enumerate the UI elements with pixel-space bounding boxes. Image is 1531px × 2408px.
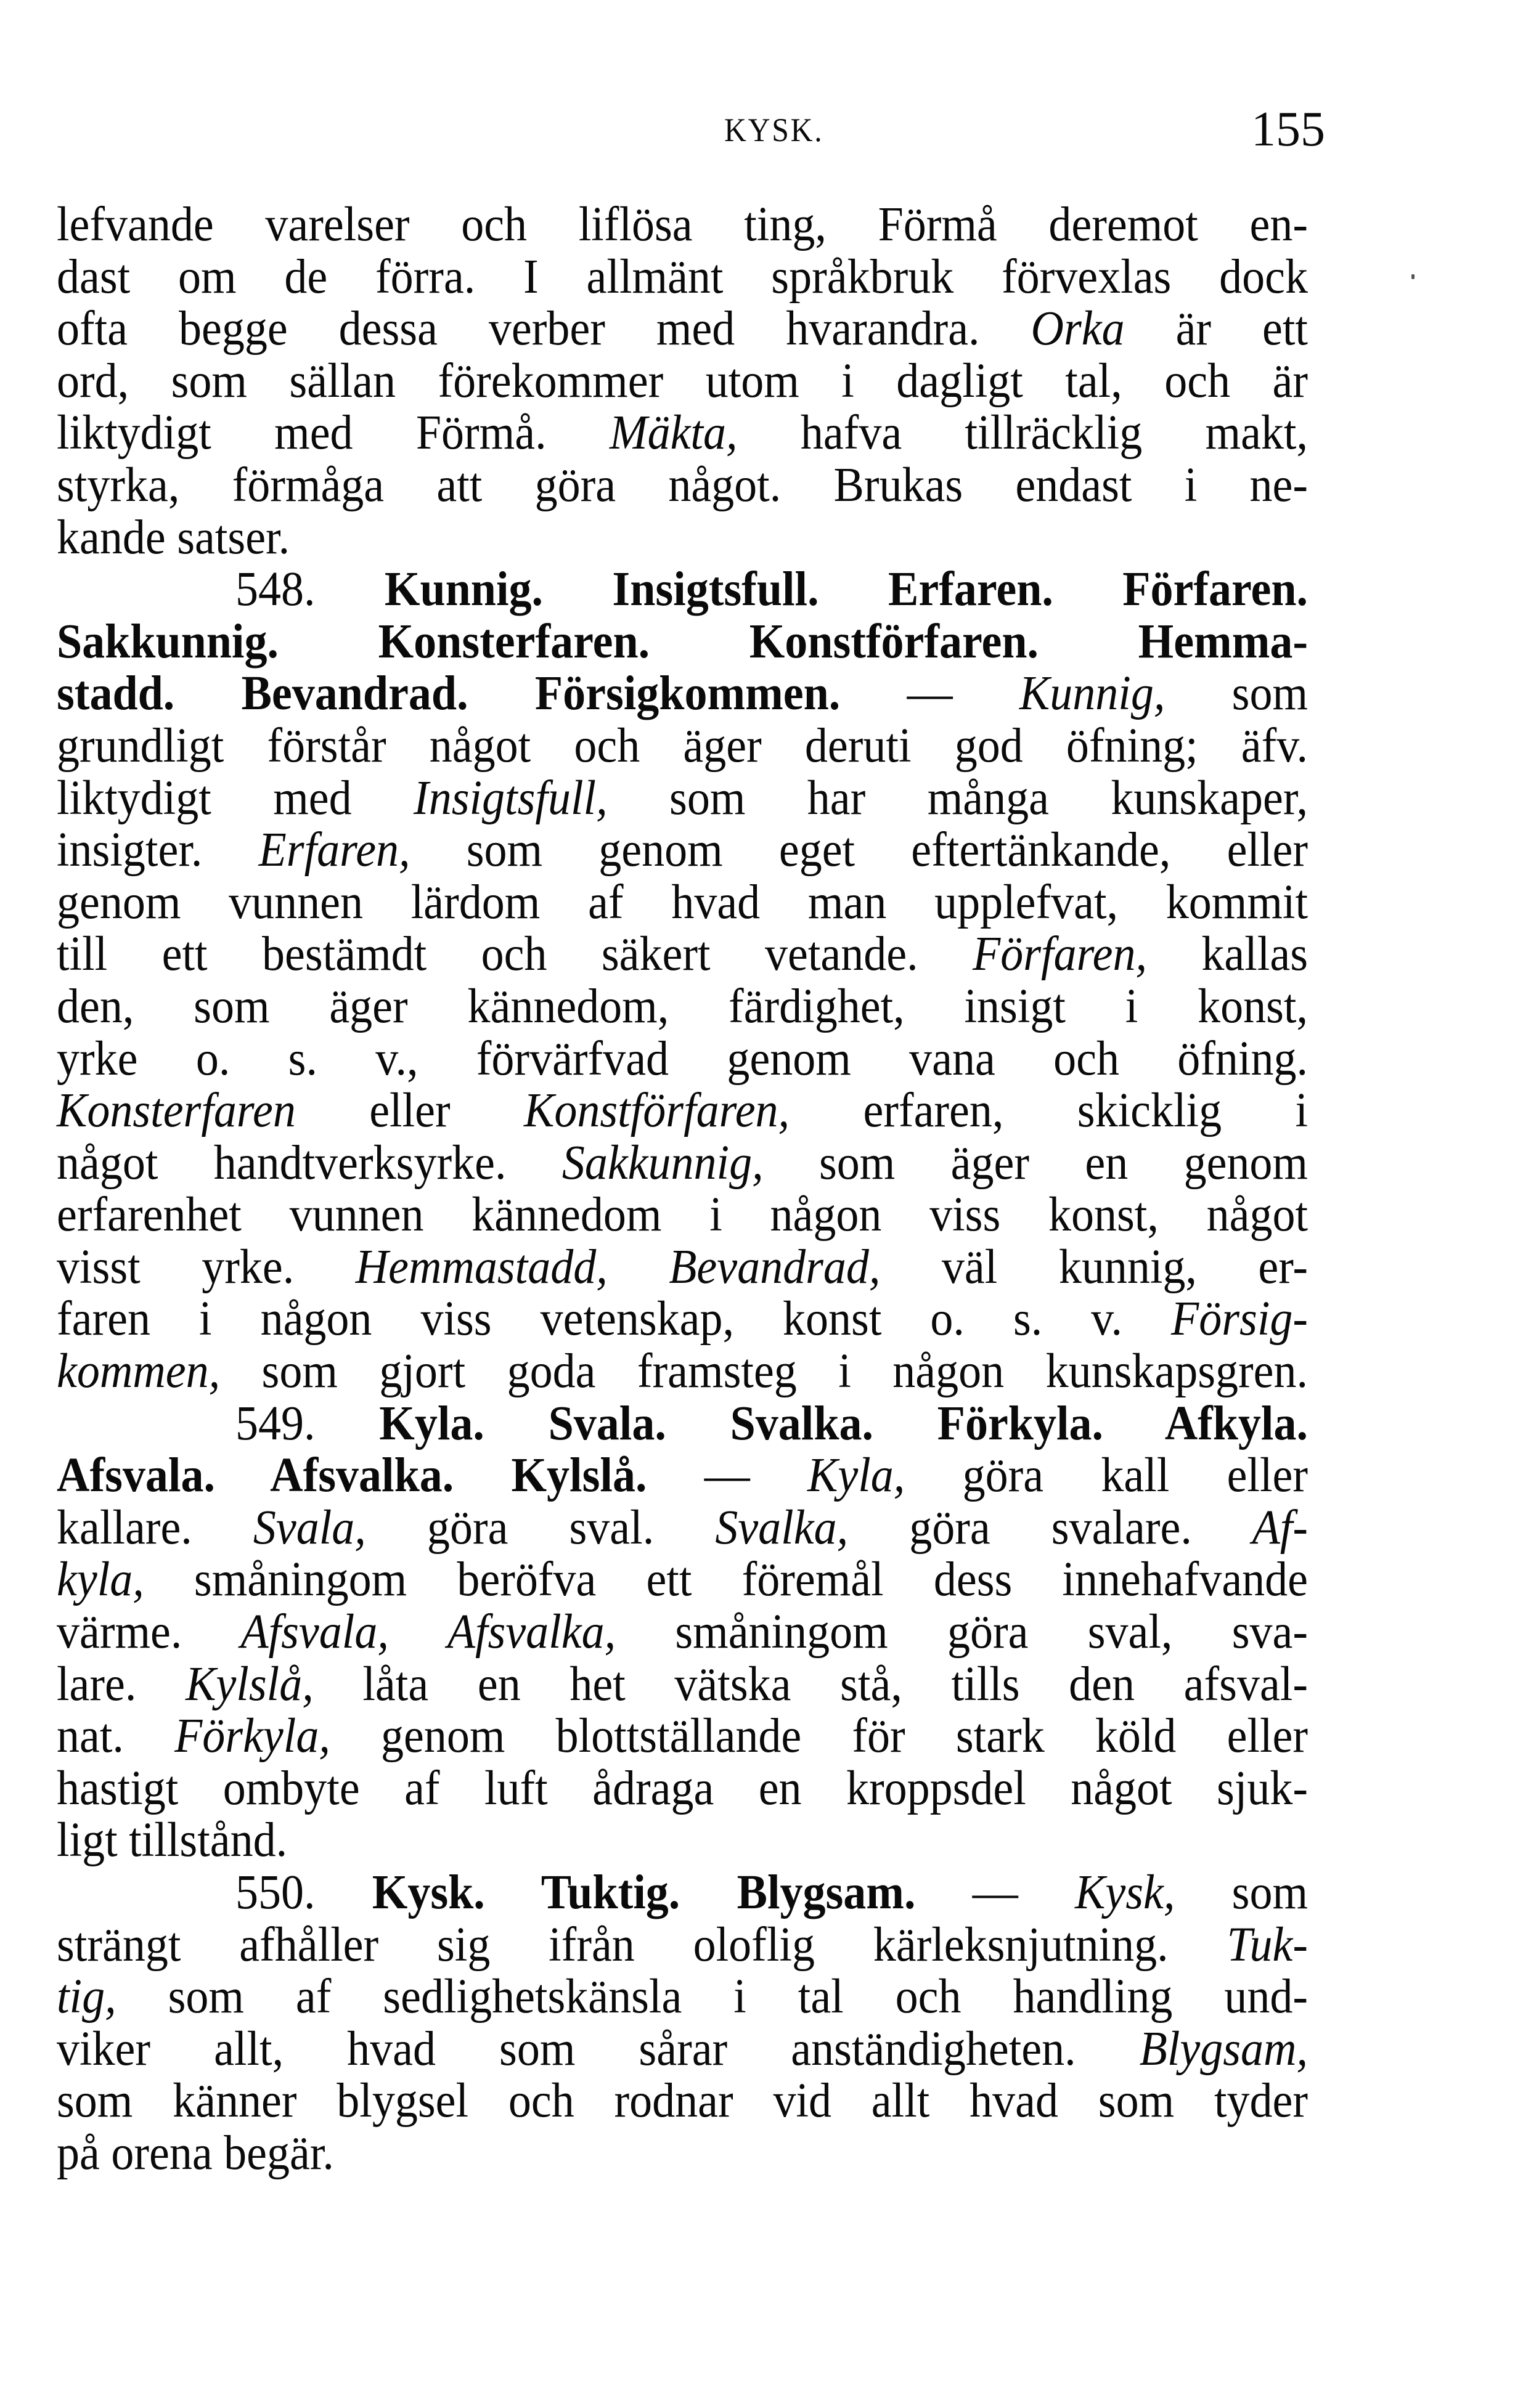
headword: Afsvala. Afsvalka. Kylslå. xyxy=(57,1447,647,1503)
italic-term: Kunnig, xyxy=(1019,666,1166,721)
italic-term: Af- xyxy=(1252,1500,1308,1555)
text-run: eller xyxy=(369,1083,451,1138)
text-line xyxy=(57,1239,1308,1295)
italic-term: kommen, xyxy=(57,1343,221,1399)
text-line xyxy=(57,1083,1308,1139)
text-line xyxy=(57,718,1308,774)
text-line xyxy=(57,1969,1308,2025)
text-run: liktydigt med xyxy=(57,770,352,825)
text-run: småningom beröfva ett föremål dess innehafvande xyxy=(194,1552,1308,1607)
text-run: nat. xyxy=(57,1708,124,1763)
text-line xyxy=(57,1499,1308,1555)
text-run: ligt tillstånd. xyxy=(57,1813,288,1868)
italic-term: Sakkunnig, xyxy=(561,1135,764,1190)
text-run: som känner blygsel och rodnar vid allt hvad som tyder xyxy=(57,2073,1308,2128)
text-run: hafva tillräcklig makt, xyxy=(800,405,1308,460)
text-run: som xyxy=(1231,666,1308,721)
text-run: göra sval. xyxy=(427,1500,655,1555)
text-line xyxy=(57,457,1308,513)
italic-term: Kyla, xyxy=(807,1447,905,1503)
text-run: ord, som sällan förekommer utom i dagligt tal, och är xyxy=(57,353,1308,409)
text-run: kallas xyxy=(1201,927,1308,982)
text-run: som xyxy=(1231,1865,1308,1920)
text-run: något handtverksyrke. xyxy=(57,1135,507,1190)
text-line xyxy=(57,770,1308,826)
text-line xyxy=(57,248,1308,304)
text-line xyxy=(57,301,1308,357)
text-line xyxy=(57,1916,1308,1972)
text-run: yrke o. s. v., förvärfvad genom vana och öfning. xyxy=(57,1031,1308,1086)
text-run: som af sedlighetskänsla i tal och handling und- xyxy=(168,1969,1308,2024)
italic-term: Tuk- xyxy=(1227,1917,1308,1972)
text-line xyxy=(57,405,1308,461)
text-run: väl kunnig, er- xyxy=(941,1239,1308,1295)
text-line xyxy=(57,1343,1308,1399)
italic-term: Mäkta, xyxy=(609,405,738,460)
text-line xyxy=(57,1760,1308,1816)
italic-term: Erfaren, xyxy=(258,822,410,877)
text-run: dast om de förra. I allmänt språkbruk förvexlas dock xyxy=(57,249,1308,304)
entry-heading-line xyxy=(57,1865,1308,1921)
text-run: erfarenhet vunnen kännedom i någon viss konst, något xyxy=(57,1187,1308,1242)
headword: Sakkunnig. Konsterfaren. Konstförfaren. Hemma- xyxy=(57,614,1308,669)
text-run: som gjort goda framsteg i någon kunskapsgren. xyxy=(261,1343,1308,1399)
headword: Kunnig. Insigtsfull. Erfaren. Förfaren. xyxy=(384,561,1308,617)
italic-term: Kylslå, xyxy=(186,1656,314,1711)
italic-term: Afsvala, Afsvalka, xyxy=(240,1604,616,1659)
text-line xyxy=(57,1134,1308,1190)
text-run: låta en het vätska stå, tills den afsval- xyxy=(362,1656,1308,1711)
scan-speck xyxy=(1411,274,1415,279)
italic-term: Hemmastadd, Bevandrad, xyxy=(355,1239,881,1295)
headword: Kysk. Tuktig. Blygsam. xyxy=(372,1865,916,1920)
text-run: som genom eget eftertänkande, eller xyxy=(466,822,1308,877)
text-run: 550. xyxy=(235,1865,316,1920)
text-run: insigter. xyxy=(57,822,203,877)
entry-heading-line xyxy=(57,561,1308,617)
text-run: viker allt, hvad som sårar anständigheten. xyxy=(57,2021,1076,2076)
text-run: 549. xyxy=(235,1396,316,1450)
text-run: faren i någon viss vetenskap, konst o. s. v. xyxy=(57,1291,1122,1346)
text-run: värme. xyxy=(57,1604,182,1659)
text-run: den, som äger kännedom, färdighet, insigt i konst, xyxy=(57,978,1308,1034)
text-line xyxy=(57,1552,1308,1608)
text-run: grundligt förstår något och äger deruti god öfning; äfv. xyxy=(57,718,1308,773)
text-run: erfaren, skicklig i xyxy=(863,1083,1308,1138)
text-run: till ett bestämdt och säkert vetande. xyxy=(57,927,918,982)
entry-heading-line xyxy=(57,1395,1308,1451)
italic-term: Orka xyxy=(1031,301,1125,356)
text-line xyxy=(57,2073,1308,2129)
headword: Kyla. Svala. Svalka. Förkyla. Afkyla. xyxy=(379,1396,1308,1450)
text-line xyxy=(57,1656,1308,1712)
text-line xyxy=(57,1030,1308,1086)
text-run: styrka, förmåga att göra något. Brukas endast i ne- xyxy=(57,457,1308,513)
text-line xyxy=(57,352,1308,409)
text-line xyxy=(57,926,1308,982)
headword: stadd. Bevandrad. Försigkommen. xyxy=(57,666,841,721)
text-run: hastigt ombyte af luft ådraga en kroppsdel något sjuk- xyxy=(57,1760,1308,1816)
italic-term: Konstförfaren, xyxy=(524,1083,790,1138)
text-run: strängt afhåller sig ifrån oloflig kärleksnjutning. xyxy=(57,1917,1169,1972)
text-line xyxy=(57,613,1308,669)
italic-term: Förfaren, xyxy=(973,927,1147,982)
text-run: på orena begär. xyxy=(57,2125,334,2181)
italic-term: Kysk, xyxy=(1075,1865,1175,1920)
text-run: småningom göra sval, sva- xyxy=(675,1604,1308,1659)
text-run: göra svalare. xyxy=(909,1500,1192,1555)
italic-term: Förkyla, xyxy=(174,1708,330,1763)
text-run: kallare. xyxy=(57,1500,192,1555)
text-line xyxy=(57,1708,1308,1764)
page-number: 155 xyxy=(1251,102,1325,157)
italic-term: Insigtsfull, xyxy=(414,770,608,825)
text-run: genom blottställande för stark köld eller xyxy=(381,1708,1308,1763)
italic-term: Svala, xyxy=(253,1500,366,1555)
text-run: — xyxy=(972,1865,1018,1920)
text-line xyxy=(57,1604,1308,1660)
text-line xyxy=(57,822,1308,878)
text-run: kande satser. xyxy=(57,510,290,564)
italic-term: tig, xyxy=(57,1969,116,2024)
italic-term: Blygsam, xyxy=(1139,2021,1308,2076)
text-run: — xyxy=(704,1447,750,1503)
italic-term: kyla, xyxy=(57,1552,144,1607)
text-line xyxy=(57,874,1308,930)
text-line xyxy=(57,1812,1308,1868)
text-run: genom vunnen lärdom af hvad man upplefvat, kommit xyxy=(57,874,1308,929)
text-run: visst yrke. xyxy=(57,1239,295,1295)
text-line xyxy=(57,1447,1308,1503)
text-run: liktydigt med Förmå. xyxy=(57,405,547,460)
text-line xyxy=(57,2020,1308,2076)
text-run: göra kall eller xyxy=(962,1447,1308,1503)
text-run: 548. xyxy=(235,561,316,617)
italic-term: Konsterfaren xyxy=(57,1083,296,1138)
text-run: lare. xyxy=(57,1656,137,1711)
text-line xyxy=(57,665,1308,722)
italic-term: Svalka, xyxy=(715,1500,849,1555)
text-line xyxy=(57,2125,1308,2181)
text-run: — xyxy=(907,666,953,721)
text-run: som har många kunskaper, xyxy=(669,770,1308,825)
text-line xyxy=(57,978,1308,1035)
text-run: ofta begge dessa verber med hvarandra. xyxy=(57,301,980,356)
text-line xyxy=(57,1187,1308,1243)
text-line xyxy=(57,197,1308,253)
text-run: lefvande varelser och liflösa ting, Förmå deremot en- xyxy=(57,197,1308,252)
italic-term: Försig- xyxy=(1171,1291,1308,1346)
text-line xyxy=(57,1291,1308,1347)
body-text xyxy=(57,198,1308,2179)
text-run: som äger en genom xyxy=(819,1135,1308,1190)
text-line xyxy=(57,509,1308,565)
running-head: KYSK. xyxy=(724,112,824,148)
text-run: är ett xyxy=(1175,301,1308,356)
